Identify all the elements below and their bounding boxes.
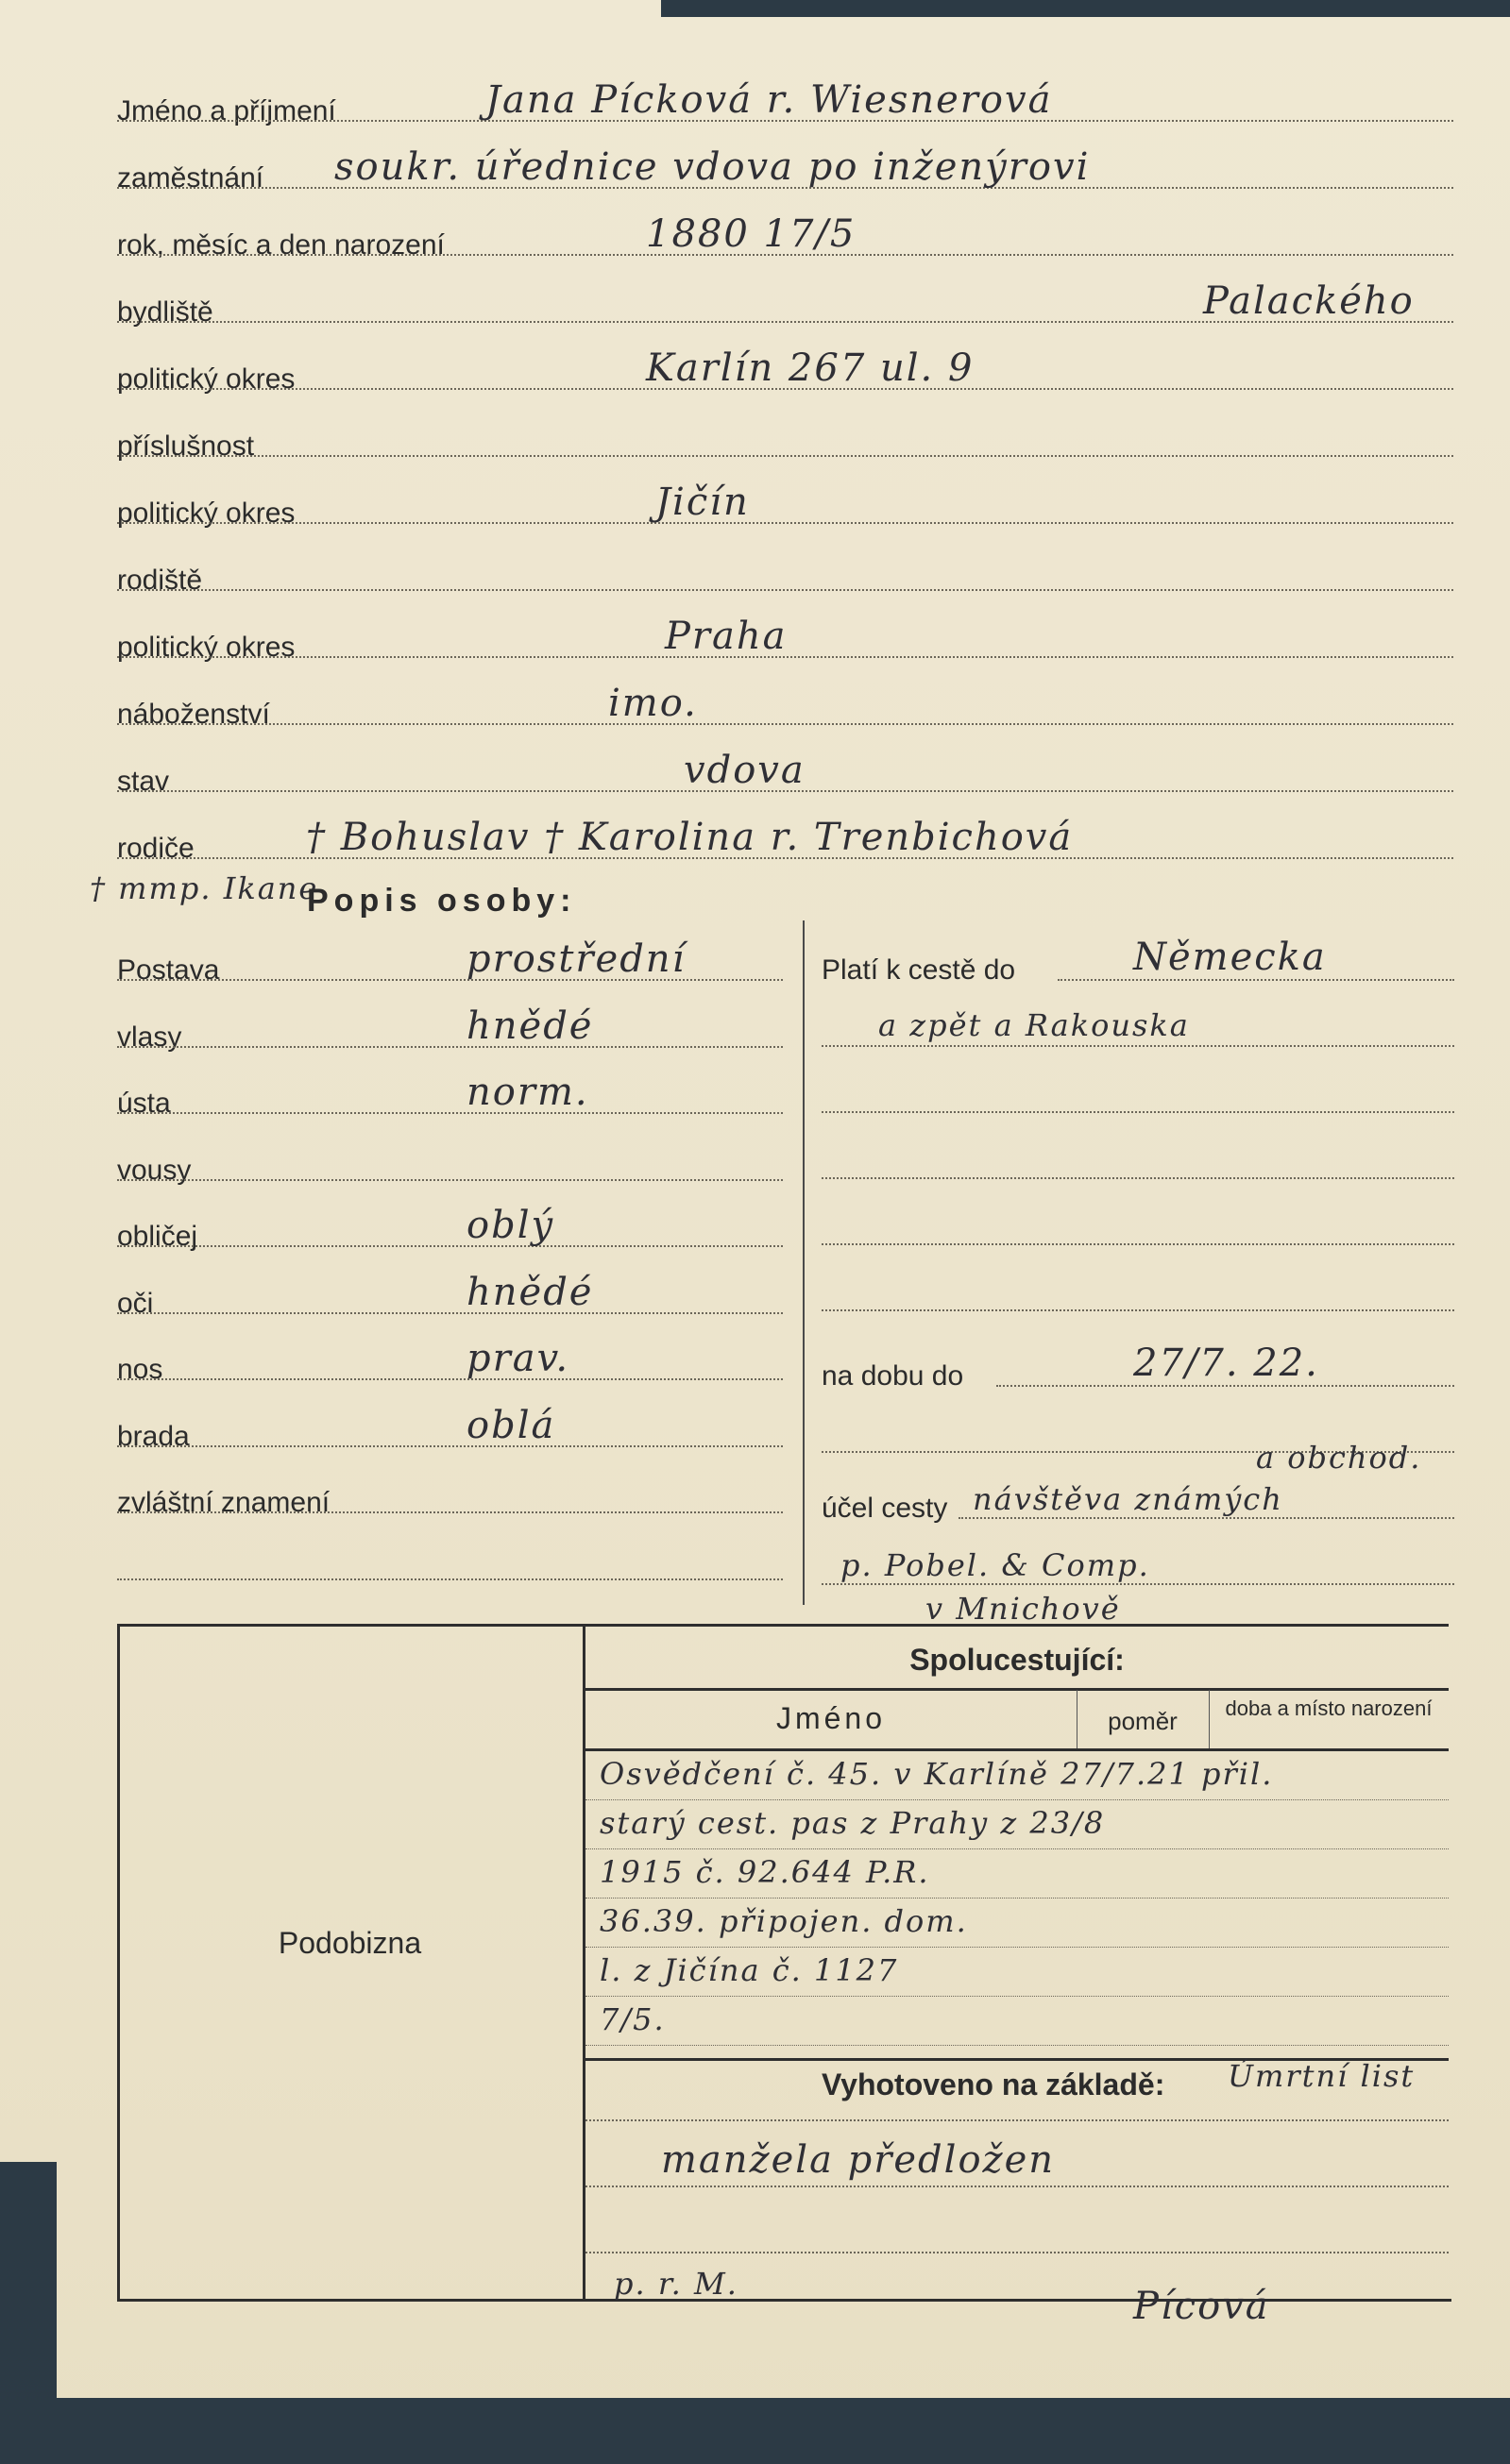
field-row: [117, 212, 1453, 262]
description-row: [117, 1481, 783, 1519]
field-row: [117, 559, 1453, 597]
travel-purpose-extra-1: a obchod.: [1256, 1440, 1422, 1476]
description-row: [117, 1270, 783, 1320]
companion-note: Osvědčení č. 45. v Karlíně 27/7.21 přil.: [600, 1756, 1274, 1792]
field-label: Jméno a příjmení: [117, 95, 336, 127]
field-label: příslušnost: [117, 430, 255, 462]
description-row: [117, 1004, 783, 1054]
field-label: rodiště: [117, 565, 203, 596]
travel-period-value: 27/7. 22.: [1133, 1342, 1319, 1385]
signature-right: Pícová: [1133, 2285, 1270, 2328]
companions-col-name: Jméno: [775, 1701, 887, 1735]
issued-basis-title: Vyhotoveno na základě:: [822, 2067, 1165, 2101]
photo-label: Podobizna: [278, 1926, 422, 1960]
torn-edge-bottom: [0, 2398, 1510, 2464]
issued-basis-line-2: manžela předložen: [661, 2138, 1056, 2182]
description-title: Popis osoby:: [307, 883, 577, 919]
travel-valid-row: [822, 936, 1454, 987]
field-label: rodiče: [117, 833, 195, 864]
field-row: [117, 425, 1453, 463]
issued-basis-line-1: Úmrtní list: [1228, 2058, 1416, 2094]
companion-note: l. z Jičína č. 1127: [600, 1952, 899, 1988]
companion-note: 7/5.: [600, 2001, 666, 2037]
description-value: hnědé: [467, 1004, 594, 1048]
description-label: ústa: [117, 1088, 171, 1119]
travel-purpose-value: návštěva známých: [973, 1481, 1283, 1517]
description-row: [117, 1204, 783, 1253]
description-blank-row: [117, 1548, 783, 1586]
parents-extra-handwriting: † mmp. Ikane: [90, 870, 319, 906]
field-value: 1880 17/5: [646, 212, 857, 256]
field-label: politický okres: [117, 632, 296, 663]
description-value: hnědé: [467, 1270, 594, 1314]
travel-period-label: na dobu do: [822, 1360, 964, 1392]
field-value: Jičín: [655, 481, 750, 524]
field-value: Palackého: [1203, 279, 1415, 323]
companion-note: 1915 č. 92.644 P.R.: [600, 1854, 930, 1890]
column-divider: [803, 920, 805, 1605]
signature-left: p. r. M.: [614, 2266, 738, 2302]
field-value: soukr. úřednice vdova po inženýrovi: [334, 145, 1091, 189]
travel-valid-value-2: a zpět a Rakouska: [878, 1007, 1190, 1043]
travel-blank-3: [822, 1213, 1454, 1251]
description-label: obličej: [117, 1221, 198, 1252]
field-row: [117, 682, 1453, 731]
field-row: [117, 279, 1453, 329]
description-row: [117, 1149, 783, 1187]
field-row: [117, 481, 1453, 530]
travel-blank-1: [822, 1081, 1454, 1119]
companions-title: Spolucestující:: [909, 1643, 1125, 1677]
description-row: [117, 937, 783, 987]
field-value: Praha: [665, 615, 788, 658]
travel-purpose-label: účel cesty: [822, 1493, 948, 1524]
field-value: † Bohuslav † Karolina r. Trenbichová: [306, 816, 1074, 859]
description-row: [117, 1071, 783, 1120]
description-label: oči: [117, 1287, 154, 1319]
description-label: brada: [117, 1420, 190, 1452]
travel-purpose-extra-3: v Mnichově: [925, 1591, 1121, 1627]
travel-period-row: [822, 1342, 1454, 1392]
travel-valid-value: Německa: [1133, 936, 1327, 979]
field-label: náboženství: [117, 699, 270, 730]
field-value: Jana Pícková r. Wiesnerová: [485, 78, 1053, 122]
companion-note: starý cest. pas z Prahy z 23/8: [600, 1805, 1106, 1841]
travel-valid-label: Platí k cestě do: [822, 954, 1016, 986]
description-value: prostřední: [467, 937, 687, 981]
description-label: zvláštní znamení: [117, 1487, 331, 1518]
field-label: stav: [117, 766, 170, 797]
field-row: [117, 816, 1453, 865]
field-label: politický okres: [117, 363, 296, 395]
description-label: vlasy: [117, 1021, 182, 1053]
field-row: [117, 615, 1453, 664]
field-label: zaměstnání: [117, 162, 264, 194]
travel-purpose-row: [822, 1481, 1454, 1525]
description-value: norm.: [467, 1071, 589, 1114]
travel-purpose-row-2: [822, 1547, 1454, 1591]
description-label: Postava: [117, 954, 220, 986]
travel-blank-4: [822, 1279, 1454, 1317]
description-label: nos: [117, 1354, 163, 1385]
travel-valid-row-2: [822, 1007, 1454, 1053]
field-label: bydliště: [117, 296, 213, 328]
travel-purpose-extra-2: p. Pobel. & Comp.: [840, 1547, 1150, 1583]
field-row: [117, 346, 1453, 396]
field-row: [117, 749, 1453, 798]
field-row: [117, 145, 1453, 194]
description-label: vousy: [117, 1154, 192, 1186]
field-label: rok, měsíc a den narození: [117, 229, 445, 261]
travel-blank-2: [822, 1147, 1454, 1185]
field-value: vdova: [684, 749, 806, 792]
description-value: prav.: [467, 1337, 570, 1380]
companions-col-relation: poměr: [1108, 1707, 1178, 1735]
field-row: [117, 78, 1453, 127]
companions-col-birth: doba a místo narození: [1225, 1696, 1433, 1720]
field-value: Karlín 267 ul. 9: [646, 346, 975, 390]
companion-note: 36.39. připojen. dom.: [600, 1903, 968, 1939]
field-value: imo.: [608, 682, 698, 725]
description-row: [117, 1337, 783, 1386]
description-row: [117, 1403, 783, 1453]
description-value: oblý: [467, 1204, 555, 1247]
field-label: politický okres: [117, 498, 296, 529]
description-value: oblá: [467, 1403, 556, 1447]
torn-edge-top: [661, 0, 1510, 17]
